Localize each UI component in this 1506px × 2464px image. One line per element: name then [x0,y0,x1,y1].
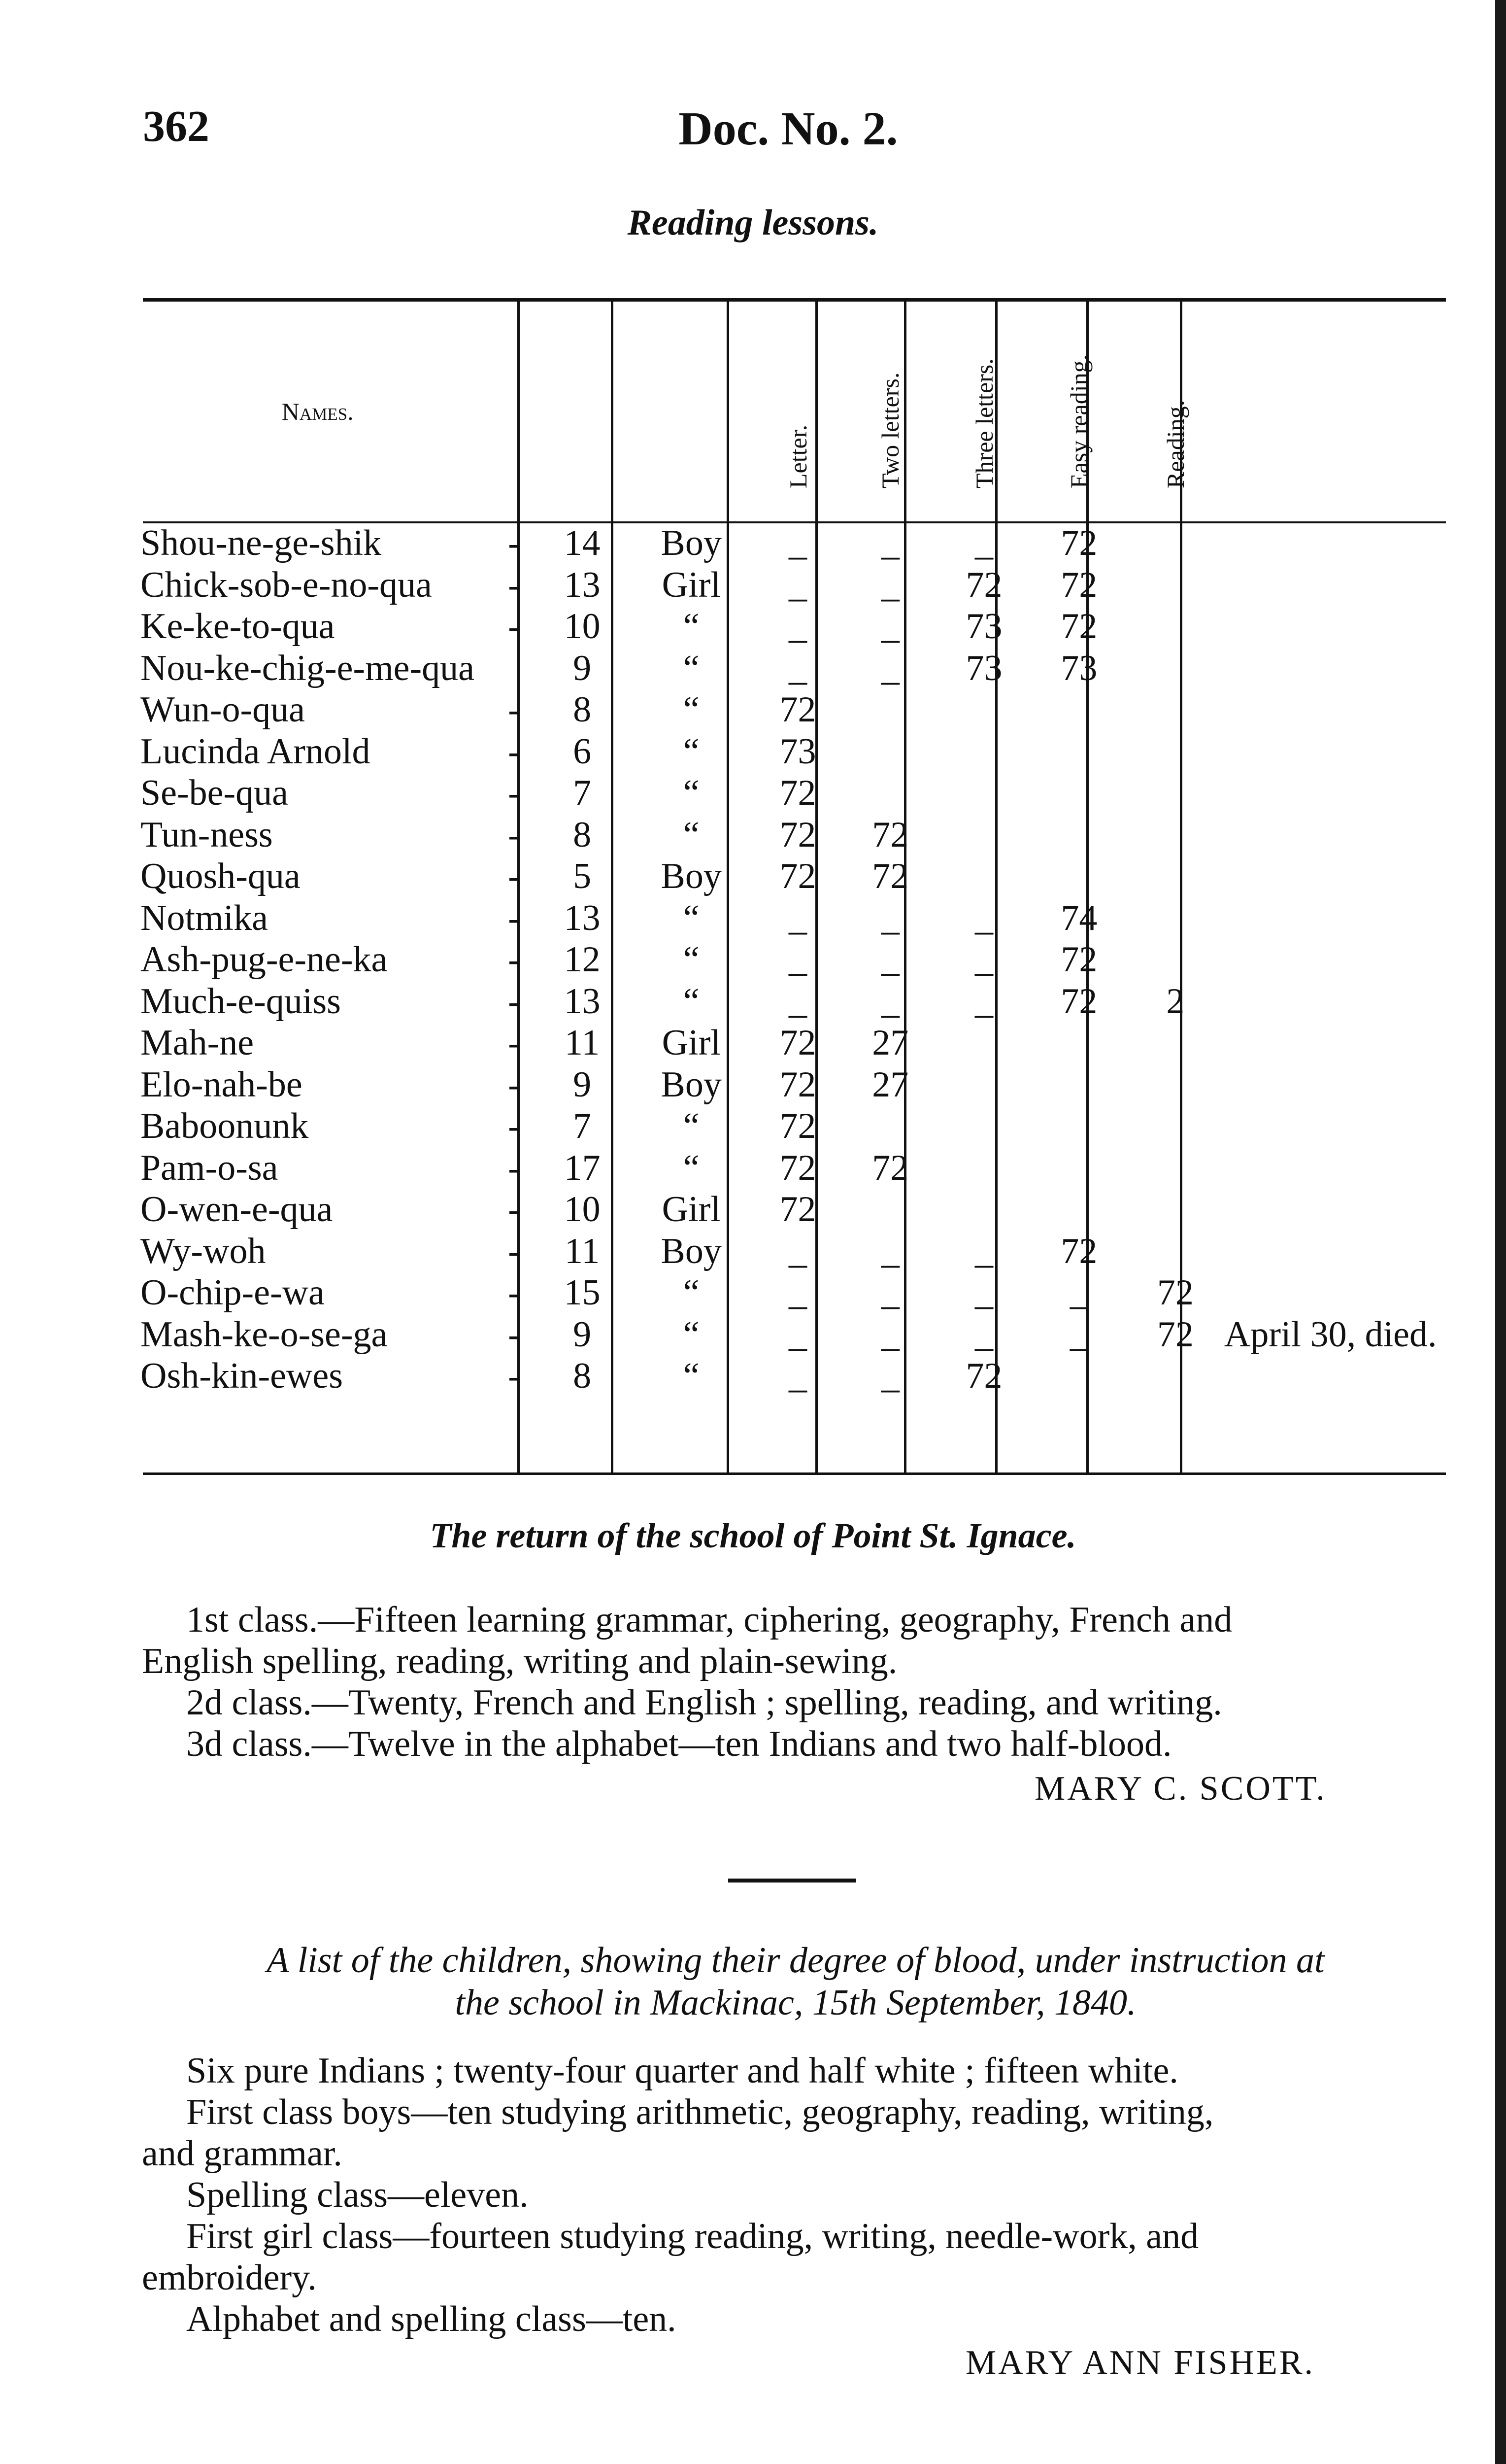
cell-two-letters: 27 [872,1023,909,1063]
page-number: 362 [143,102,209,151]
cell-dash: - [508,606,520,647]
cell-letter: _ [789,523,807,564]
list-line: and grammar. [142,2133,342,2174]
cell-sex: “ [683,606,700,647]
cell-name: Elo-nah-be [140,1064,302,1105]
cell-name: Notmika [140,897,268,938]
list-line: Six pure Indians ; twenty-four quarter and half white ; fifteen white. [186,2051,1178,2091]
cell-note [1224,939,1446,981]
cell-name: Pam-o-sa [140,1147,278,1188]
cell-dash: - [508,523,520,564]
table-row [140,772,1446,814]
cell-sex: Girl [662,1023,721,1063]
cell-reading [1127,648,1224,689]
cell-letter: 72 [779,1106,816,1147]
cell-age: 13 [564,564,601,605]
table-row [140,1355,1446,1397]
cell-letter: 72 [779,1189,816,1230]
cell-three-letters [937,689,1032,731]
table-row [140,1022,1446,1064]
cell-dash: - [508,773,520,814]
cell-name: Osh-kin-ewes [140,1356,343,1397]
cell-age: 9 [573,1064,592,1105]
cell-age: 11 [565,1231,600,1271]
cell-sex: Boy [661,523,722,564]
cell-easy-reading: 72 [1061,981,1098,1022]
cell-two-letters: _ [881,523,900,564]
cell-note [1224,1105,1446,1147]
cell-name: Much-e-quiss [140,981,341,1022]
table-row [140,939,1446,981]
section-divider [728,1879,856,1882]
table-row [140,814,1446,856]
cell-age: 10 [564,606,601,647]
column-header-letter [752,301,844,522]
column-header-reading [1127,301,1224,522]
cell-note [1224,1064,1446,1106]
cell-easy-reading [1032,1064,1127,1106]
table-row [140,1272,1446,1314]
cell-three-letters [937,1147,1032,1189]
point-st-ignace-text [142,1599,1447,1765]
cell-letter: _ [789,606,807,647]
cell-three-letters: _ [975,1314,993,1355]
table-row [140,648,1446,689]
cell-reading: 2 [1166,981,1185,1022]
cell-note [1224,522,1446,564]
cell-three-letters: _ [975,1231,993,1271]
column-header-reading-text: Reading. [1161,400,1189,488]
cell-sex: Boy [661,1064,722,1105]
cell-name: O-chip-e-wa [140,1272,325,1313]
class-line: 2d class.—Twenty, French and English ; spelling, reading, and writing. [186,1682,1222,1723]
cell-reading [1127,1147,1224,1189]
cell-dash: - [508,814,520,855]
cell-age: 5 [573,856,592,897]
table-row [140,1105,1446,1147]
cell-reading [1127,856,1224,897]
cell-two-letters: _ [881,1356,900,1397]
table-row [140,1189,1446,1231]
cell-sex: Boy [661,1231,722,1271]
cell-three-letters: _ [975,1272,993,1313]
cell-easy-reading [1032,856,1127,897]
cell-two-letters: 72 [872,814,909,855]
cell-letter: _ [789,564,807,605]
table-row [140,1147,1446,1189]
cell-reading [1127,1064,1224,1106]
cell-letter: 72 [779,814,816,855]
cell-age: 11 [565,1023,600,1063]
cell-two-letters: _ [881,1314,900,1355]
cell-age: 7 [573,1106,592,1147]
cell-note [1224,856,1446,897]
cell-letter: _ [789,648,807,688]
cell-dash: - [508,1314,520,1355]
mackinac-title [140,1939,1451,2024]
cell-age: 15 [564,1272,601,1313]
cell-note [1224,1147,1446,1189]
cell-three-letters [937,814,1032,856]
table-header-row [140,301,1446,522]
cell-age: 8 [573,1356,592,1397]
cell-easy-reading [1032,1022,1127,1064]
cell-note [1224,1231,1446,1272]
cell-dash: - [508,897,520,938]
cell-easy-reading: 72 [1061,1231,1098,1271]
cell-letter: 72 [779,773,816,814]
list-line: embroidery. [142,2258,317,2298]
cell-reading [1127,522,1224,564]
column-header-names: Names. [281,398,354,425]
cell-easy-reading: 72 [1061,606,1098,647]
cell-three-letters [937,1064,1032,1106]
cell-easy-reading [1032,814,1127,856]
cell-age: 8 [573,814,592,855]
cell-dash: - [508,689,520,730]
cell-easy-reading: 72 [1061,564,1098,605]
cell-note [1224,564,1446,606]
table-row [140,897,1446,939]
cell-reading [1127,1231,1224,1272]
cell-name: Wun-o-qua [140,689,305,730]
cell-reading [1127,731,1224,773]
column-header-easy-reading-text: Easy reading. [1065,354,1093,488]
cell-easy-reading: _ [1070,1272,1088,1313]
cell-three-letters [937,856,1032,897]
cell-letter: _ [789,1314,807,1355]
cell-easy-reading [1032,1147,1127,1189]
cell-name: Ash-pug-e-ne-ka [140,939,388,980]
cell-two-letters [844,731,937,773]
point-st-ignace-title: The return of the school of Point St. Ignace. [430,1516,1076,1555]
list-line: First class boys—ten studying arithmetic, geography, reading, writing, [186,2092,1214,2132]
cell-dash: - [508,1064,520,1105]
cell-three-letters: 73 [966,648,1003,688]
column-header-easy-reading [1032,301,1127,522]
cell-name: Mash-ke-o-se-ga [140,1314,388,1355]
column-header-notes [1224,301,1446,522]
cell-dash: - [508,1147,520,1188]
cell-note [1224,772,1446,814]
cell-dash [495,648,533,689]
cell-dash: - [508,731,520,772]
cell-letter: 72 [779,1023,816,1063]
cell-three-letters [937,1022,1032,1064]
cell-easy-reading [1032,731,1127,773]
cell-easy-reading [1032,1355,1127,1397]
cell-note [1224,731,1446,773]
cell-letter: _ [789,1356,807,1397]
cell-reading [1127,689,1224,731]
cell-note: April 30, died. [1224,1314,1437,1355]
cell-note [1224,689,1446,731]
table-row [140,1314,1446,1356]
cell-easy-reading [1032,772,1127,814]
cell-letter: _ [789,939,807,980]
mackinac-title-line-1: A list of the children, showing their degree of blood, under instruction at [267,1940,1325,1981]
cell-reading [1127,1022,1224,1064]
column-header-age [534,301,631,522]
cell-dash: - [508,1231,520,1271]
column-header-dot [495,301,533,522]
cell-age: 9 [573,648,592,688]
cell-three-letters: 72 [966,564,1003,605]
cell-easy-reading [1032,689,1127,731]
table-row [140,731,1446,773]
cell-note [1224,1272,1446,1314]
cell-name: Nou-ke-chig-e-me-qua [140,648,474,688]
cell-note [1224,814,1446,856]
cell-name: Wy-woh [140,1231,266,1271]
signature-mary-c-scott: MARY C. SCOTT. [1035,1770,1327,1808]
cell-three-letters: _ [975,939,993,980]
list-line: Spelling class—eleven. [186,2175,529,2215]
cell-sex: “ [683,1356,700,1397]
mackinac-text [142,2050,1447,2340]
cell-sex: “ [683,939,700,980]
mackinac-title-line-2: the school in Mackinac, 15th September, 1840. [455,1983,1137,2023]
table-row [140,564,1446,606]
cell-reading [1127,1189,1224,1231]
cell-three-letters [937,1105,1032,1147]
cell-letter: _ [789,981,807,1022]
signature-mary-ann-fisher: MARY ANN FISHER. [966,2344,1315,2382]
cell-reading [1127,1355,1224,1397]
cell-reading [1127,939,1224,981]
cell-sex: “ [683,689,700,730]
page-header [143,101,1434,165]
cell-age: 13 [564,981,601,1022]
cell-three-letters [937,772,1032,814]
cell-note [1224,1189,1446,1231]
cell-reading [1127,1105,1224,1147]
cell-reading: 72 [1157,1272,1194,1313]
column-header-letter-text: Letter. [784,424,812,488]
cell-dash: - [508,1272,520,1313]
list-line: Alphabet and spelling class—ten. [186,2299,676,2339]
cell-sex: “ [683,648,700,688]
reading-lessons-table [140,301,1446,1397]
class-line: 1st class.—Fifteen learning grammar, ciphering, geography, French and [186,1600,1233,1640]
cell-note [1224,897,1446,939]
cell-three-letters: _ [975,897,993,938]
column-header-two-letters-text: Two letters. [876,372,904,488]
cell-sex: “ [683,1272,700,1313]
column-header-two-letters [844,301,937,522]
cell-note [1224,981,1446,1023]
cell-dash: - [508,1189,520,1230]
cell-dash: - [508,564,520,605]
cell-name: Mah-ne [140,1023,254,1063]
cell-sex: Boy [661,856,722,897]
cell-two-letters: _ [881,1272,900,1313]
cell-easy-reading: 74 [1061,897,1098,938]
cell-two-letters: _ [881,897,900,938]
cell-age: 10 [564,1189,601,1230]
cell-name: Se-be-qua [140,773,288,814]
cell-name: Shou-ne-ge-shik [140,523,382,564]
cell-reading [1127,772,1224,814]
cell-reading [1127,564,1224,606]
cell-easy-reading: 72 [1061,523,1098,564]
column-header-three-letters [937,301,1032,522]
cell-two-letters: 72 [872,1147,909,1188]
cell-easy-reading [1032,1189,1127,1231]
cell-sex: “ [683,1147,700,1188]
cell-three-letters [937,1189,1032,1231]
cell-dash: - [508,981,520,1022]
cell-two-letters: _ [881,648,900,688]
reading-lessons-title: Reading lessons. [627,203,879,243]
list-line: First girl class—fourteen studying reading, writing, needle-work, and [186,2216,1199,2257]
table-body [140,522,1446,1397]
cell-two-letters: _ [881,981,900,1022]
cell-sex: Girl [662,564,721,605]
cell-two-letters: 72 [872,856,909,897]
cell-letter: 72 [779,689,816,730]
column-header-sex [631,301,752,522]
cell-letter: _ [789,897,807,938]
cell-letter: 73 [779,731,816,772]
cell-note [1224,606,1446,648]
cell-sex: “ [683,981,700,1022]
cell-dash: - [508,856,520,897]
cell-two-letters: _ [881,1231,900,1271]
cell-name: O-wen-e-qua [140,1189,333,1230]
column-header-three-letters-text: Three letters. [970,358,998,488]
cell-two-letters [844,772,937,814]
cell-three-letters: _ [975,523,993,564]
table-row [140,606,1446,648]
cell-age: 14 [564,523,601,564]
table-row [140,856,1446,897]
cell-note [1224,648,1446,689]
cell-easy-reading: 72 [1061,939,1098,980]
cell-two-letters: _ [881,564,900,605]
cell-easy-reading [1032,1105,1127,1147]
cell-sex: Girl [662,1189,721,1230]
cell-sex: “ [683,814,700,855]
cell-age: 7 [573,773,592,814]
cell-sex: “ [683,731,700,772]
cell-age: 12 [564,939,601,980]
cell-letter: 72 [779,856,816,897]
cell-dash: - [508,939,520,980]
cell-letter: _ [789,1231,807,1271]
cell-two-letters: 27 [872,1064,909,1105]
cell-age: 13 [564,897,601,938]
cell-name: Quosh-qua [140,856,301,897]
cell-two-letters: _ [881,606,900,647]
document-label: Doc. No. 2. [678,102,898,155]
cell-age: 17 [564,1147,601,1188]
cell-three-letters: 72 [966,1356,1003,1397]
cell-two-letters [844,1105,937,1147]
cell-reading [1127,814,1224,856]
cell-dash: - [508,1106,520,1147]
cell-sex: “ [683,773,700,814]
table-bottom-rule [143,1472,1446,1475]
cell-age: 9 [573,1314,592,1355]
table-row [140,522,1446,564]
cell-three-letters [937,731,1032,773]
cell-sex: “ [683,897,700,938]
cell-reading: 72 [1157,1314,1194,1355]
cell-note [1224,1355,1446,1397]
cell-name: Baboonunk [140,1106,309,1147]
cell-sex: “ [683,1106,700,1147]
cell-dash: - [508,1356,520,1397]
cell-letter: 72 [779,1147,816,1188]
cell-reading [1127,606,1224,648]
table-row [140,1064,1446,1106]
cell-letter: 72 [779,1064,816,1105]
cell-letter: _ [789,1272,807,1313]
cell-name: Lucinda Arnold [140,731,370,772]
cell-age: 8 [573,689,592,730]
cell-dash: - [508,1023,520,1063]
table-row [140,981,1446,1023]
cell-age: 6 [573,731,592,772]
cell-three-letters: 73 [966,606,1003,647]
cell-two-letters [844,689,937,731]
cell-sex: “ [683,1314,700,1355]
cell-note [1224,1022,1446,1064]
cell-three-letters: _ [975,981,993,1022]
table-row [140,689,1446,731]
cell-two-letters [844,1189,937,1231]
cell-name: Chick-sob-e-no-qua [140,564,432,605]
class-line: English spelling, reading, writing and plain-sewing. [142,1641,898,1681]
cell-name: Ke-ke-to-qua [140,606,335,647]
cell-two-letters: _ [881,939,900,980]
class-line: 3d class.—Twelve in the alphabet—ten Indians and two half-blood. [186,1724,1172,1764]
table-row [140,1231,1446,1272]
cell-reading [1127,897,1224,939]
cell-easy-reading: 73 [1061,648,1098,688]
cell-easy-reading: _ [1070,1314,1088,1355]
cell-name: Tun-ness [140,814,273,855]
